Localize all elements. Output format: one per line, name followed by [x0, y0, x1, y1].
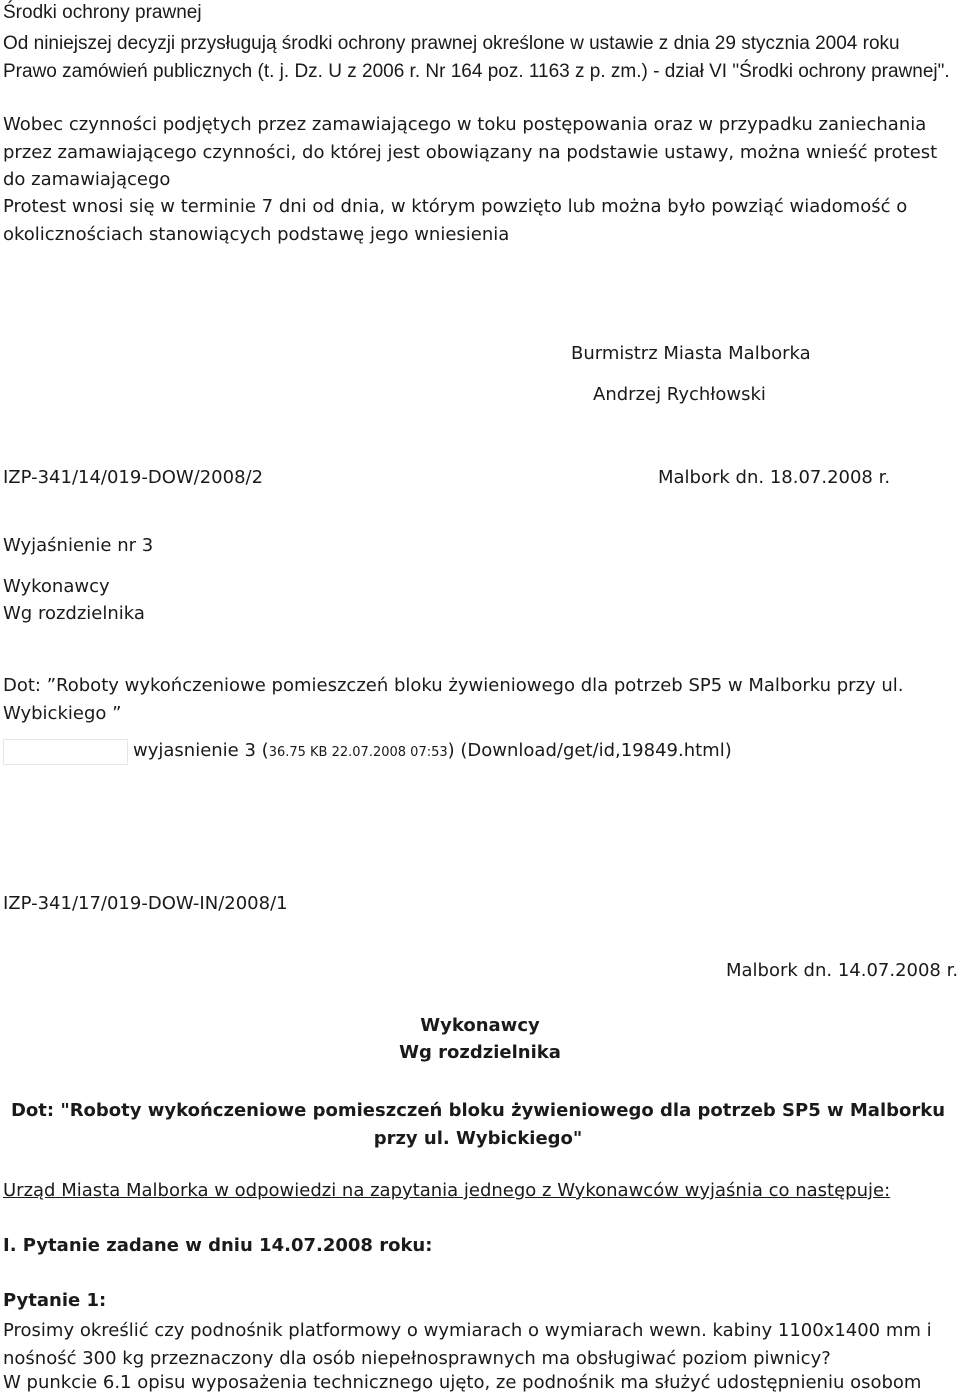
signature-office: Burmistrz Miasta Malborka: [571, 343, 811, 364]
signature-name: Andrzej Rychłowski: [593, 384, 766, 405]
protest-deadline-paragraph: Protest wnosi się w terminie 7 dni od dnia, w którym powzięto lub można było powziąć wiadomość o okolicznościach stanowiących podstawę jego wniesienia: [3, 196, 908, 245]
document-date: Malbork dn. 18.07.2008 r.: [658, 467, 891, 488]
protest-paragraph: Wobec czynności podjętych przez zamawiającego w toku postępowania oraz w przypadku zaniechania przez zamawiającego czynności, do której jest obowiązany na podstawie ustawy, można wnieść protest do zamawiającego: [3, 114, 938, 190]
question-text: Prosimy określić czy podnośnik platformowy o wymiarach o wymiarach wewn. kabiny 1100x1400 mm i nośność 300 kg przeznaczony dla osób niepełnosprawnych ma obsługiwać poziom piwnicy?: [3, 1320, 932, 1369]
file-icon-placeholder: [3, 739, 128, 765]
subject-line: Dot: ”Roboty wykończeniowe pomieszczeń bloku żywieniowego dla potrzeb SP5 w Malborku przy ul. Wybickiego ”: [3, 675, 904, 724]
document-date-2: Malbork dn. 14.07.2008 r.: [726, 960, 959, 981]
attachment-name[interactable]: wyjasnienie 3: [133, 740, 256, 761]
response-intro: Urząd Miasta Malborka w odpowiedzi na zapytania jednego z Wykonawców wyjaśnia co następuje:: [3, 1180, 891, 1201]
recipient-line-2: Wg rozdzielnika: [3, 603, 145, 624]
reference-number-2: IZP-341/17/019-DOW-IN/2008/1: [3, 893, 288, 914]
attachment-meta: 36.75 KB 22.07.2008 07:53: [268, 745, 448, 760]
recipient-line-1: Wykonawcy: [3, 576, 110, 597]
reference-number: IZP-341/14/019-DOW/2008/2: [3, 467, 264, 488]
recipient-line-1-bold: Wykonawcy: [420, 1015, 540, 1036]
section-heading: Środki ochrony prawnej: [3, 2, 202, 23]
document-title: Wyjaśnienie nr 3: [3, 535, 154, 556]
question-text-continued: W punkcie 6.1 opisu wyposażenia technicznego ujęto, ze podnośnik ma służyć udostępnieniu osobom: [3, 1372, 922, 1393]
attachment-url[interactable]: (Download/get/id,19849.html): [454, 740, 732, 761]
subject-line-bold: Dot: "Roboty wykończeniowe pomieszczeń bloku żywieniowego dla potrzeb SP5 w Malborku przy ul. Wybickiego": [10, 1100, 946, 1149]
recipient-line-2-bold: Wg rozdzielnika: [399, 1042, 561, 1063]
question-header: I. Pytanie zadane w dniu 14.07.2008 roku:: [3, 1235, 433, 1256]
question-label: Pytanie 1:: [3, 1290, 107, 1311]
legal-remedies-paragraph: Od niniejszej decyzji przysługują środki ochrony prawnej określone w ustawie z dnia 29 stycznia 2004 roku Prawo zamówień publicznych (t. j. Dz. U z 2006 r. Nr 164 poz. 1163 z p. zm.) - dział VI "Środki ochrony prawnej".: [3, 33, 950, 82]
attachment-link[interactable]: wyjasnienie 3 (36.75 KB 22.07.2008 07:53) (Download/get/id,19849.html): [133, 740, 732, 761]
